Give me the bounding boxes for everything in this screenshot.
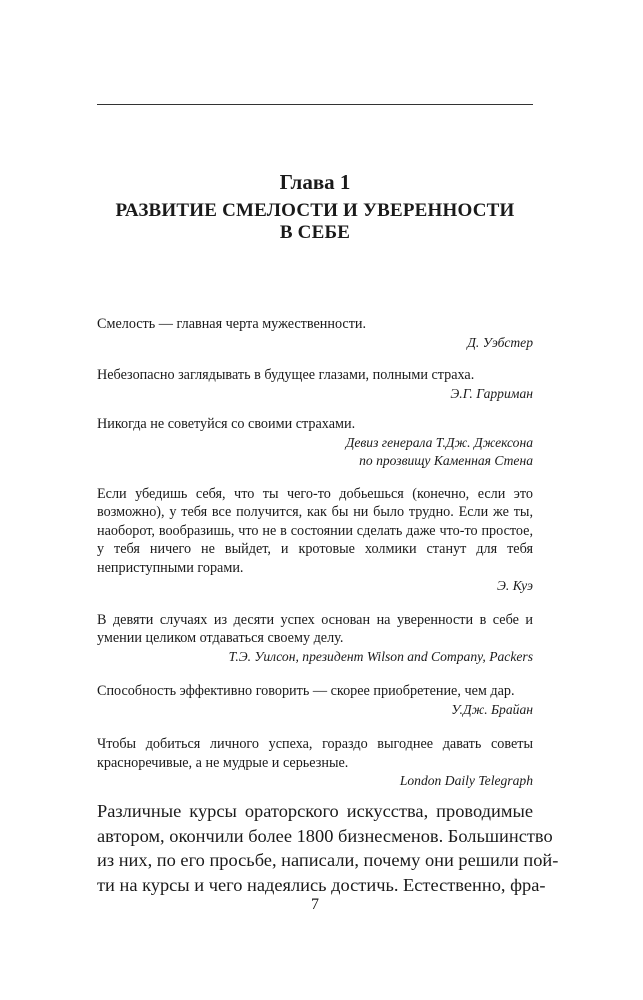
epigraph bbox=[97, 315, 533, 352]
body-line: ти на курсы и чего надеялись достичь. Естественно, фра- bbox=[97, 874, 546, 895]
chapter-title-line-1: РАЗВИТИЕ СМЕЛОСТИ И УВЕРЕННОСТИ bbox=[115, 200, 515, 221]
epigraph-quote: В девяти случаях из десяти успех основан на уверенности в себе и умении целиком отдаваться своему делу. bbox=[97, 611, 533, 646]
epigraph-author: У.Дж. Брайан bbox=[451, 701, 533, 717]
epigraph-author: Т.Э. Уилсон, президент Wilson and Company, Packers bbox=[228, 648, 533, 664]
header-rule bbox=[97, 104, 533, 105]
body-paragraph bbox=[97, 799, 559, 897]
epigraph-author: Девиз генерала Т.Дж. Джексона bbox=[345, 434, 533, 450]
epigraph-author: Э.Г. Гарриман bbox=[450, 385, 533, 401]
body-line: из них, по его просьбе, написали, почему они решили пой- bbox=[97, 850, 559, 870]
epigraph bbox=[97, 682, 533, 719]
epigraph-quote: Небезопасно заглядывать в будущее глазами, полными страха. bbox=[97, 367, 475, 383]
body-line: автором, окончили более 1800 бизнесменов. Большинство bbox=[97, 825, 553, 846]
epigraph bbox=[97, 735, 533, 791]
epigraph-author: Э. Куэ bbox=[497, 578, 533, 593]
epigraphs bbox=[97, 315, 533, 791]
chapter-heading bbox=[97, 168, 533, 244]
epigraph-quote: Способность эффективно говорить — скорее приобретение, чем дар. bbox=[97, 683, 515, 699]
page-number: 7 bbox=[311, 896, 319, 913]
epigraph-quote: Если убедишь себя, что ты чего-то добьешься (конечно, если это возможно), у тебя все получится, как бы ни было трудно. Если же ты, наоборот, вообразишь, что не в состоянии сделать даже что-то простое, у тебя ничего не выйдет, и кротовые холмики станут для тебя неприступными горами. bbox=[97, 485, 533, 576]
body-line: Различные курсы ораторского искусства, проводимые bbox=[97, 801, 533, 821]
epigraph bbox=[97, 611, 533, 667]
epigraph bbox=[97, 415, 533, 471]
epigraph-author: Д. Уэбстер bbox=[467, 334, 533, 350]
chapter-title-line-2: В СЕБЕ bbox=[279, 222, 351, 243]
epigraph-author-line-2: по прозвищу Каменная Стена bbox=[359, 453, 533, 468]
epigraph bbox=[97, 366, 533, 403]
epigraph bbox=[97, 485, 533, 596]
epigraph-quote: Чтобы добиться личного успеха, гораздо выгоднее давать советы красноречивые, а не мудрые и серьезные. bbox=[97, 736, 533, 771]
chapter-number: Глава 1 bbox=[279, 170, 351, 194]
epigraph-quote: Смелость — главная черта мужественности. bbox=[97, 316, 367, 332]
epigraph-quote: Никогда не советуйся со своими страхами. bbox=[97, 416, 356, 432]
epigraph-author: London Daily Telegraph bbox=[399, 773, 533, 788]
